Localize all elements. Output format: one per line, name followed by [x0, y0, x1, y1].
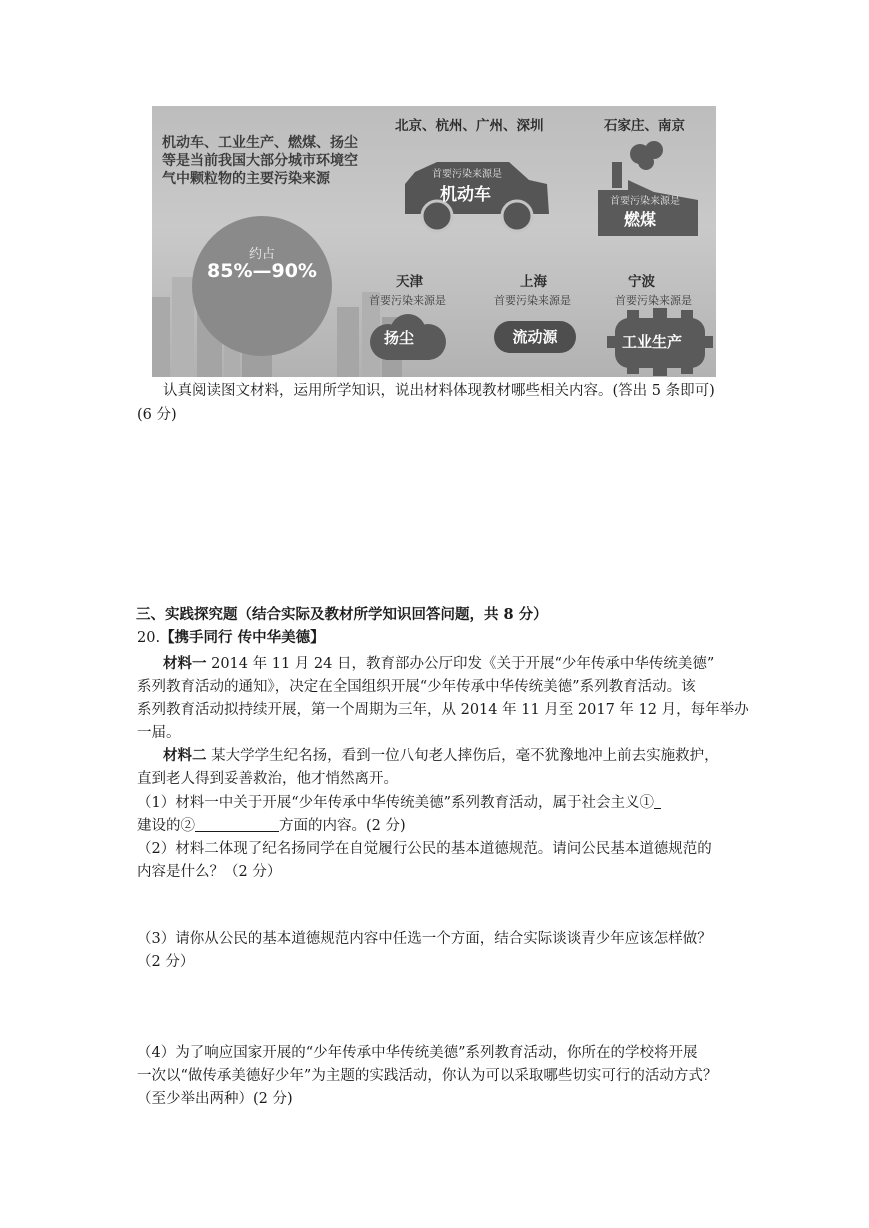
material1-line2: 系列教育活动的通知》，决定在全国组织开展“少年传承中华传统美德”系列教育活动。该	[137, 679, 696, 695]
subq4-line1: （4）为了响应国家开展的“少年传承中华传统美德”系列教育活动，你所在的学校将开展	[137, 1045, 698, 1061]
shanghai-caption: 首要污染来源是	[494, 294, 571, 307]
car-source-label: 机动车	[440, 185, 491, 205]
circle-percentage: 85%—90%	[207, 260, 317, 282]
answer-blank-2[interactable]	[195, 817, 279, 832]
subq3-line2: （2 分）	[137, 954, 195, 970]
material2-line1	[163, 746, 719, 766]
section-heading: 三、实践探究题（结合实际及教材所学知识回答问题，共 8 分）	[136, 606, 548, 623]
material2-line2: 直到老人得到妥善救治，他才悄然离开。	[137, 771, 398, 787]
q20-theme: 【携手同行 传中华美德】	[160, 629, 325, 646]
dust-source-label: 扬尘	[384, 329, 415, 347]
city-tianjin: 天津	[396, 274, 423, 290]
intro-line: 气中颗粒物的主要污染来源	[162, 171, 330, 187]
answer-blank-1[interactable]	[654, 794, 661, 809]
cities-coal-label: 石家庄、南京	[604, 118, 685, 134]
percentage-circle	[192, 216, 332, 356]
pollution-infographic	[152, 106, 716, 377]
intro-line: 机动车、工业生产、燃煤、扬尘	[162, 135, 358, 151]
material1-line1	[163, 654, 714, 674]
subq1-text-b: 方面的内容。(2 分)	[279, 818, 406, 834]
material2-label: 材料二	[163, 747, 207, 764]
subq4-line2: 一次以“做传承美德好少年”为主题的实践活动，你认为可以采取哪些切实可行的活动方式？	[137, 1068, 718, 1084]
figure-intro-text	[162, 134, 358, 188]
subq1-line1	[137, 793, 661, 813]
q20-number: 20.	[137, 630, 161, 646]
material1-line3: 系列教育活动拟持续开展，第一个周期为三年，从 2014 年 11 月至 2017 年 12 月，每年举办	[137, 702, 749, 718]
subq3-line1: （3）请你从公民的基本道德规范内容中任选一个方面，结合实际谈谈青少年应该怎样做？	[137, 931, 712, 947]
coal-source-label: 燃煤	[624, 210, 657, 229]
subq2-line2: 内容是什么？（2 分）	[137, 864, 282, 880]
cities-car-label: 北京、杭州、广州、深圳	[395, 118, 544, 134]
city-shanghai: 上海	[520, 274, 547, 290]
ningbo-caption: 首要污染来源是	[615, 294, 692, 307]
coal-caption: 首要污染来源是	[610, 196, 680, 207]
material1-line4: 一届。	[137, 725, 181, 741]
material1-label: 材料一	[163, 655, 207, 672]
tianjin-caption: 首要污染来源是	[369, 294, 446, 307]
subq2-line1: （2）材料二体现了纪名扬同学在自觉履行公民的基本道德规范。请问公民基本道德规范的	[137, 841, 712, 857]
car-caption: 首要污染来源是	[432, 169, 502, 180]
subq1-text: （1）材料一中关于开展“少年传承中华传统美德”系列教育活动，属于社会主义①	[137, 795, 655, 811]
q19-prompt-line1: 认真阅读图文材料，运用所学知识，说出材料体现教材哪些相关内容。(答出 5 条即可)	[163, 383, 715, 399]
subq1-text-a: 建设的②	[137, 818, 195, 834]
intro-line: 等是当前我国大部分城市环境空	[162, 153, 358, 169]
circle-small-label: 约占	[248, 247, 275, 262]
mobile-source-badge: 流动源	[494, 321, 576, 353]
industry-source-label: 工业生产	[622, 333, 683, 351]
city-ningbo: 宁波	[628, 274, 655, 290]
q19-prompt-line2: (6 分)	[137, 407, 177, 423]
subq1-line2	[137, 816, 406, 836]
subq4-line3: （至少举出两种）(2 分)	[137, 1091, 293, 1107]
q20-title	[137, 628, 325, 648]
material1-text: 2014 年 11 月 24 日，教育部办公厅印发《关于开展“少年传承中华传统美德”	[206, 656, 715, 672]
material2-text: 某大学学生纪名扬，看到一位八旬老人摔伤后，毫不犹豫地冲上前去实施救护，	[206, 748, 719, 764]
